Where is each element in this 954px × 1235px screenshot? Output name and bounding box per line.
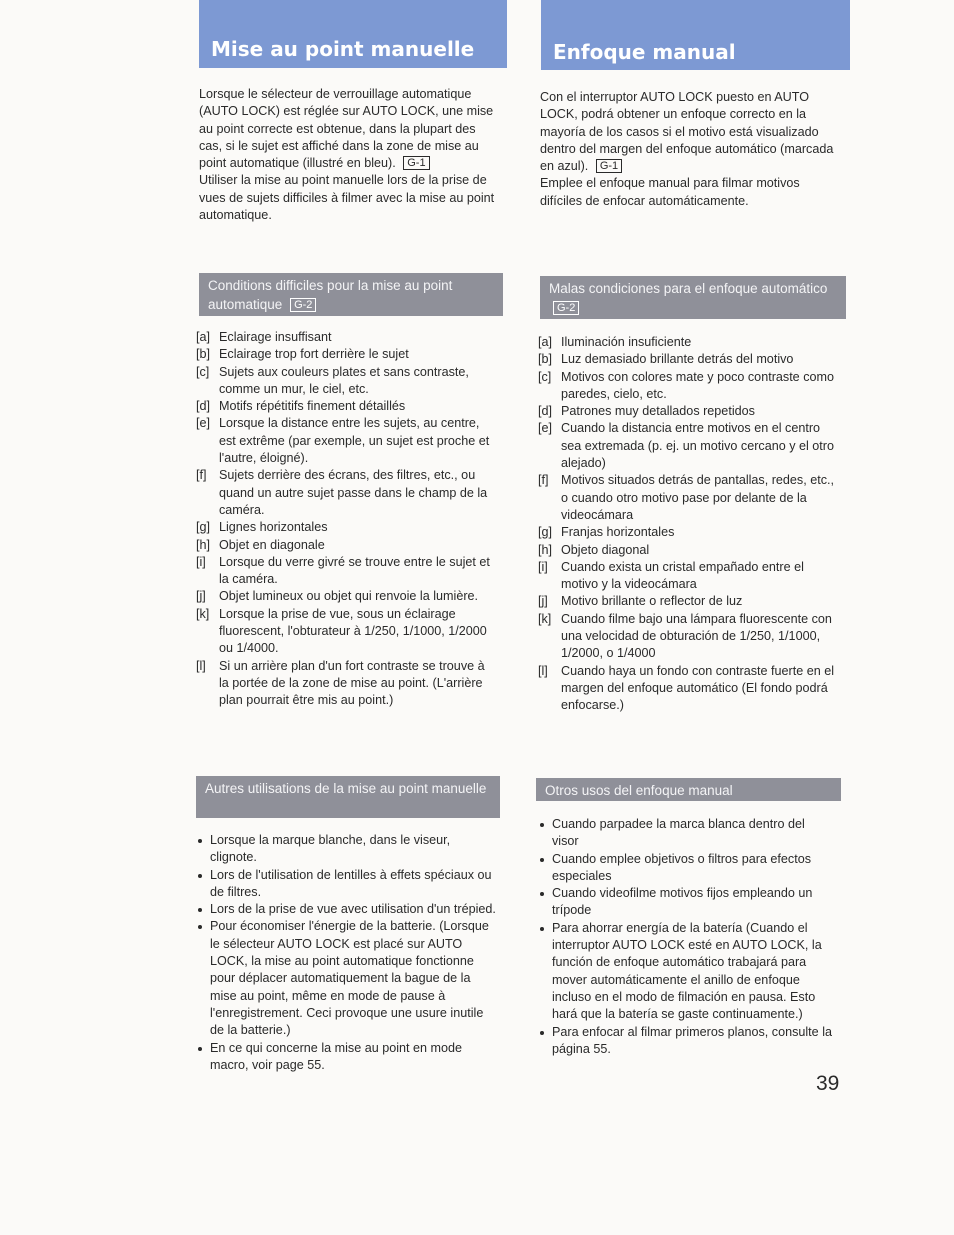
- list-item: [538, 542, 838, 559]
- fr-page-title: Mise au point manuelle: [211, 37, 475, 61]
- list-item-letter: [l]: [538, 663, 548, 678]
- list-item-letter: [c]: [538, 369, 552, 384]
- list-item-letter: [j]: [538, 594, 548, 609]
- list-item-text: Objet en diagonale: [219, 537, 325, 552]
- list-item: [196, 519, 492, 536]
- es-conditions-title: Malas condiciones para el enfoque automático: [549, 281, 828, 296]
- es-intro-text-2: Emplee el enfoque manual para filmar motivos difíciles de enfocar automáticamente.: [540, 176, 800, 208]
- list-item-letter: [h]: [538, 542, 553, 557]
- es-page-title: Enfoque manual: [553, 40, 736, 64]
- list-item-text: Luz demasiado brillante detrás del motivo: [561, 352, 794, 367]
- list-item-text: Motivos situados detrás de pantallas, redes, etc., o cuando otro motivo pase por delante de la videocámara: [561, 473, 835, 522]
- fr-other-uses-list: [196, 832, 496, 1074]
- list-item-letter: [f]: [196, 468, 207, 483]
- list-item: En ce qui concerne la mise au point en mode macro, voir page 55.: [196, 1040, 496, 1075]
- list-item-letter: [i]: [196, 554, 206, 569]
- list-item-text: Objet lumineux ou objet qui renvoie la lumière.: [219, 589, 479, 604]
- list-item-letter: [d]: [538, 404, 553, 419]
- list-item-letter: [c]: [196, 364, 210, 379]
- list-item-text: Eclairage insuffisant: [219, 330, 332, 344]
- list-item-text: Eclairage trop fort derrière le sujet: [219, 347, 409, 362]
- list-item: [538, 593, 838, 610]
- list-item-letter: [a]: [196, 330, 211, 344]
- list-item-text: Iluminación insuficiente: [561, 335, 692, 349]
- es-conditions-ref-tag: G-2: [553, 301, 579, 315]
- list-item-text: Sujets aux couleurs plates et sans contraste, comme un mur, le ciel, etc.: [219, 364, 469, 396]
- list-item: [196, 606, 492, 658]
- list-item: [538, 334, 838, 351]
- list-item: Para ahorrar energía de la batería (Cuando el interruptor AUTO LOCK esté en AUTO LOCK, la función de enfoque automático trabajará para mover automáticamente el anillo de enfoque incluso en el modo de filmación en pausa. Esto hará que la batería se gaste continuamente.): [538, 920, 834, 1024]
- list-item: [196, 658, 492, 710]
- list-item-letter: [f]: [538, 473, 549, 488]
- fr-conditions-ref-tag: G-2: [290, 298, 316, 312]
- list-item: Cuando emplee objetivos o filtros para efectos especiales: [538, 851, 834, 886]
- list-item: Para enfocar al filmar primeros planos, consulte la página 55.: [538, 1024, 834, 1059]
- es-title-bar: [541, 0, 850, 70]
- list-item: Lors de la prise de vue avec utilisation d'un trépied.: [196, 901, 496, 918]
- list-item-letter: [k]: [196, 606, 210, 621]
- list-item-text: Cuando filme bajo una lámpara fluorescente con una velocidad de obturación de 1/250, 1/1000, 1/2000, o 1/4000: [561, 611, 832, 661]
- list-item-text: Cuando haya un fondo con contraste fuerte en el margen del enfoque automático (El fondo podrá enfocarse.): [561, 663, 835, 713]
- list-item: [196, 537, 492, 554]
- list-item: [196, 329, 492, 346]
- es-other-uses-list: [538, 816, 834, 1058]
- fr-conditions-list: [196, 329, 492, 710]
- list-item-letter: [e]: [538, 421, 553, 436]
- page-number: 39: [816, 1072, 840, 1095]
- fr-other-uses-header: [196, 776, 500, 818]
- list-item-letter: [e]: [196, 416, 211, 431]
- list-item: [538, 524, 838, 541]
- list-item-letter: [g]: [538, 525, 553, 540]
- list-item: [196, 467, 492, 519]
- list-item-letter: [a]: [538, 335, 553, 349]
- list-item-letter: [l]: [196, 658, 206, 673]
- list-item-letter: [h]: [196, 537, 211, 552]
- list-item: Lorsque la marque blanche, dans le viseur, clignote.: [196, 832, 496, 867]
- list-item-text: Franjas horizontales: [561, 525, 675, 540]
- list-item: [196, 554, 492, 589]
- fr-intro: [199, 86, 499, 224]
- es-intro: [540, 89, 842, 210]
- list-item: [538, 403, 838, 420]
- fr-other-uses-title: Autres utilisations de la mise au point manuelle: [205, 781, 487, 796]
- list-item-text: Lorsque la distance entre les sujets, au centre, est extrême (par exemple, un sujet est proche et l'autre, éloigné).: [219, 416, 490, 466]
- list-item-text: Motivo brillante o reflector de luz: [561, 594, 743, 609]
- es-intro-ref-tag: G-1: [596, 159, 622, 173]
- list-item-letter: [g]: [196, 520, 211, 535]
- es-other-uses-header: [536, 778, 841, 801]
- list-item-letter: [j]: [196, 589, 206, 604]
- list-item: Pour économiser l'énergie de la batterie. (Lorsque le sélecteur AUTO LOCK est placé sur AUTO LOCK, la mise au point automatique fonctionne pour déplacer automatiquement la bague de la mise au point, même en mode de pause à l'enregistrement. Ceci provoque une usure inutile de la batterie.): [196, 918, 496, 1039]
- list-item-text: Cuando la distancia entre motivos en el centro sea extremada (p. ej. un motivo cercano y el otro alejado): [561, 421, 834, 471]
- list-item-text: Lignes horizontales: [219, 520, 328, 535]
- list-item: Lors de l'utilisation de lentilles à effets spéciaux ou de filtres.: [196, 867, 496, 902]
- list-item: [538, 351, 838, 368]
- list-item: [196, 364, 492, 399]
- list-item: [538, 420, 838, 472]
- list-item-text: Objeto diagonal: [561, 542, 650, 557]
- list-item-text: Motifs répétitifs finement détaillés: [219, 399, 406, 414]
- list-item: Cuando videofilme motivos fijos empleando un trípode: [538, 885, 834, 920]
- list-item-letter: [i]: [538, 559, 548, 574]
- list-item: Cuando parpadee la marca blanca dentro del visor: [538, 816, 834, 851]
- fr-intro-ref-tag: G-1: [403, 156, 429, 170]
- list-item-text: Si un arrière plan d'un fort contraste se trouve à la portée de la zone de mise au point. (L'arrière plan pourrait être mis au point.): [219, 658, 485, 708]
- list-item: [196, 588, 492, 605]
- fr-intro-text: Lorsque le sélecteur de verrouillage automatique (AUTO LOCK) est réglée sur AUTO LOCK, une mise au point correcte est obtenue, dans la plupart des cas, si le sujet est affiché dans la zone de mise au point automatique (illustré en bleu).: [199, 87, 494, 171]
- fr-conditions-header: [199, 273, 503, 316]
- list-item-letter: [k]: [538, 611, 552, 626]
- list-item: [538, 663, 838, 715]
- list-item: [538, 559, 838, 594]
- list-item: [196, 346, 492, 363]
- es-other-uses-title: Otros usos del enfoque manual: [545, 783, 733, 798]
- es-conditions-list: [538, 334, 838, 715]
- list-item: [196, 415, 492, 467]
- list-item-text: Lorsque du verre givré se trouve entre le sujet et la caméra.: [219, 554, 490, 587]
- list-item: [538, 472, 838, 524]
- list-item: [538, 369, 838, 404]
- list-item: [538, 611, 838, 663]
- fr-conditions-title: Conditions difficiles pour la mise au point automatique: [208, 278, 453, 312]
- fr-title-bar: [199, 0, 507, 68]
- list-item-text: Patrones muy detallados repetidos: [561, 404, 755, 419]
- list-item-text: Cuando exista un cristal empañado entre el motivo y la videocámara: [561, 559, 804, 592]
- list-item-letter: [b]: [196, 347, 211, 362]
- list-item-text: Sujets derrière des écrans, des filtres, etc., ou quand un autre sujet passe dans le champ de la caméra.: [219, 468, 488, 517]
- es-conditions-header: [540, 276, 846, 319]
- list-item-text: Motivos con colores mate y poco contraste como paredes, cielo, etc.: [561, 369, 834, 401]
- fr-intro-text-2: Utiliser la mise au point manuelle lors de la prise de vues de sujets difficiles à filmer avec la mise au point automatique.: [199, 173, 495, 223]
- list-item-text: Lorsque la prise de vue, sous un éclairage fluorescent, l'obturateur à 1/250, 1/1000, 1/2000 ou 1/4000.: [219, 606, 487, 656]
- es-intro-text: Con el interruptor AUTO LOCK puesto en AUTO LOCK, podrá obtener un enfoque correcto en la mayoría de los casos si el motivo está visualizado dentro del margen del enfoque automático (marcada en azul).: [540, 90, 834, 174]
- list-item-letter: [b]: [538, 352, 553, 367]
- list-item-letter: [d]: [196, 399, 211, 414]
- list-item: [196, 398, 492, 415]
